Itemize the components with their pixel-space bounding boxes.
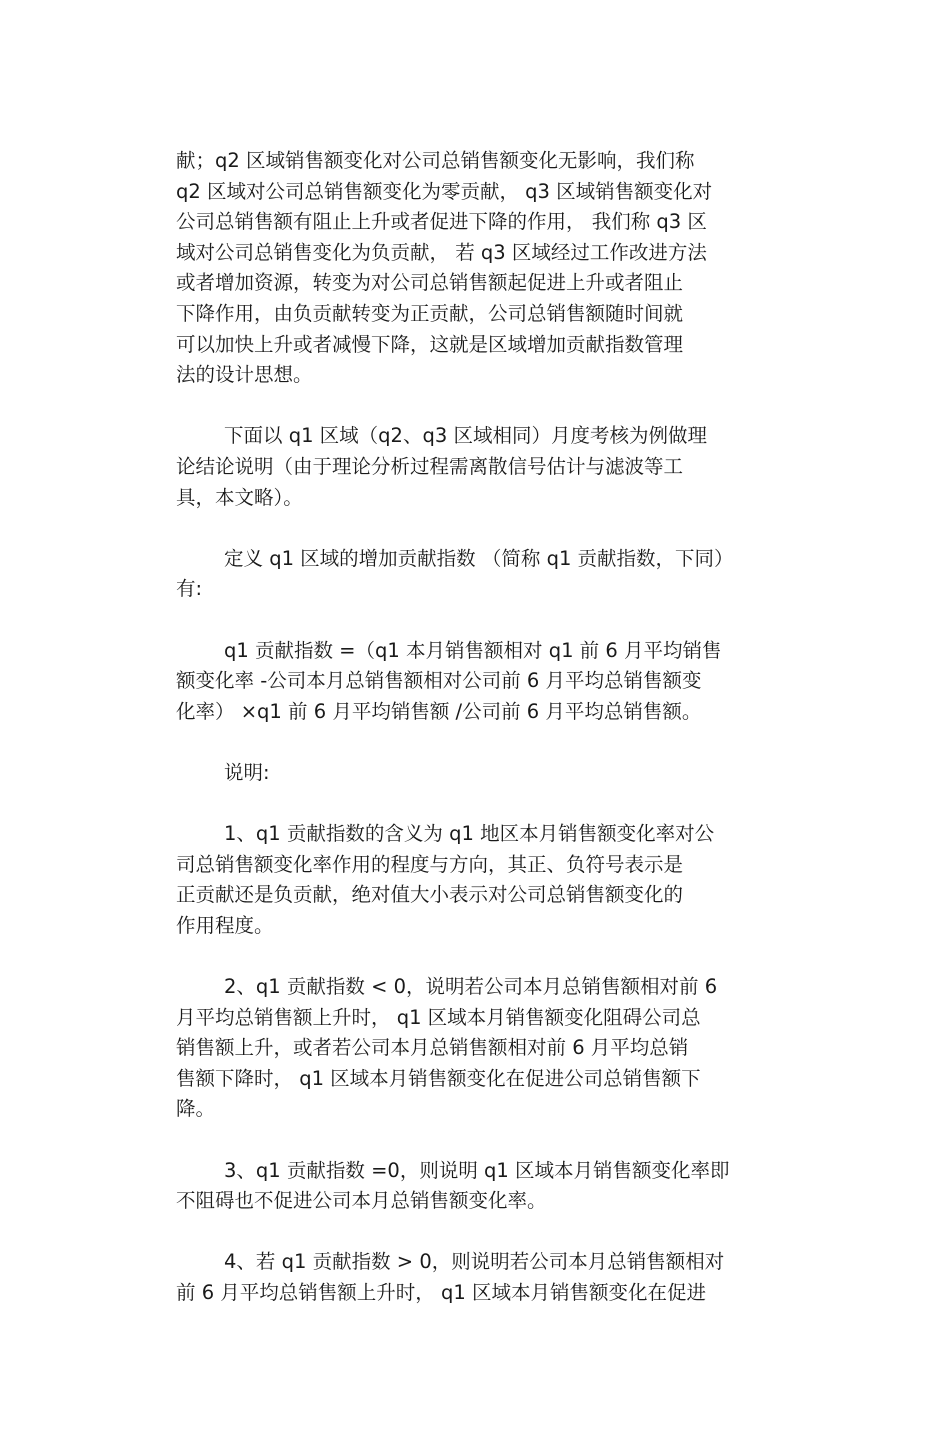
paragraph-note-4: [176, 1247, 776, 1308]
text-line: 域对公司总销售变化为负贡献， 若 q3 区域经过工作改进方法: [176, 240, 707, 264]
text-line: 公司总销售额有阻止上升或者促进下降的作用， 我们称 q3 区: [176, 210, 707, 234]
text-line: 论结论说明（由于理论分析过程需离散信号估计与滤波等工: [176, 454, 684, 478]
text-line: 司总销售额变化率作用的程度与方向，其正、负符号表示是: [176, 852, 684, 876]
text-line: 具，本文略）。: [176, 485, 303, 509]
text-line: 献；q2 区域销售额变化对公司总销售额变化无影响，我们称: [176, 149, 695, 172]
text-line: 售额下降时， q1 区域本月销售额变化在促进公司总销售额下: [176, 1066, 701, 1090]
paragraph-formula: [176, 636, 776, 728]
text-line: 1、q1 贡献指数的含义为 q1 地区本月销售额变化率对公: [224, 822, 715, 846]
text-line: 化率） ×q1 前 6 月平均销售额 /公司前 6 月平均总销售额。: [176, 699, 702, 723]
text-line: 4、若 q1 贡献指数 > 0，则说明若公司本月总销售额相对: [224, 1250, 725, 1274]
text-line: q2 区域对公司总销售额变化为零贡献， q3 区域销售额变化对: [176, 179, 713, 203]
text-line: 正贡献还是负贡献，绝对值大小表示对公司总销售额变化的: [176, 883, 684, 907]
text-line: 额变化率 -公司本月总销售额相对公司前 6 月平均总销售额变: [176, 669, 702, 693]
text-line: 法的设计思想。: [176, 363, 313, 387]
document-body: [176, 146, 776, 1309]
paragraph-notes-heading: [176, 758, 776, 789]
text-line: 下降作用，由负贡献转变为正贡献，公司总销售额随时间就: [176, 301, 684, 325]
text-line: 可以加快上升或者减慢下降，这就是区域增加贡献指数管理: [176, 332, 684, 356]
paragraph-contribution-explanation: [176, 146, 776, 391]
text-line: 3、q1 贡献指数 =0，则说明 q1 区域本月销售额变化率即: [224, 1158, 730, 1182]
paragraph-note-1: [176, 819, 776, 941]
text-line: 不阻碍也不促进公司本月总销售额变化率。: [176, 1189, 547, 1213]
text-line: 定义 q1 区域的增加贡献指数 （简称 q1 贡献指数，下同）: [224, 546, 734, 570]
text-line: 说明:: [224, 760, 270, 784]
text-line: 降。: [176, 1097, 216, 1121]
text-line: 前 6 月平均总销售额上升时， q1 区域本月销售额变化在促进: [176, 1280, 706, 1304]
text-line: 有:: [176, 577, 203, 601]
text-line: q1 贡献指数 =（q1 本月销售额相对 q1 前 6 月平均销售: [224, 638, 722, 662]
paragraph-definition: [176, 544, 776, 605]
paragraph-note-2: [176, 972, 776, 1125]
text-line: 月平均总销售额上升时， q1 区域本月销售额变化阻碍公司总: [176, 1005, 701, 1029]
paragraph-note-3: [176, 1156, 776, 1217]
text-line: 销售额上升，或者若公司本月总销售额相对前 6 月平均总销: [176, 1036, 689, 1060]
paragraph-example-intro: [176, 421, 776, 513]
text-line: 下面以 q1 区域（q2、q3 区域相同）月度考核为例做理: [224, 424, 707, 448]
text-line: 2、q1 贡献指数 < 0，说明若公司本月总销售额相对前 6: [224, 975, 718, 999]
text-line: 作用程度。: [176, 913, 274, 937]
text-line: 或者增加资源，转变为对公司总销售额起促进上升或者阻止: [176, 271, 684, 295]
